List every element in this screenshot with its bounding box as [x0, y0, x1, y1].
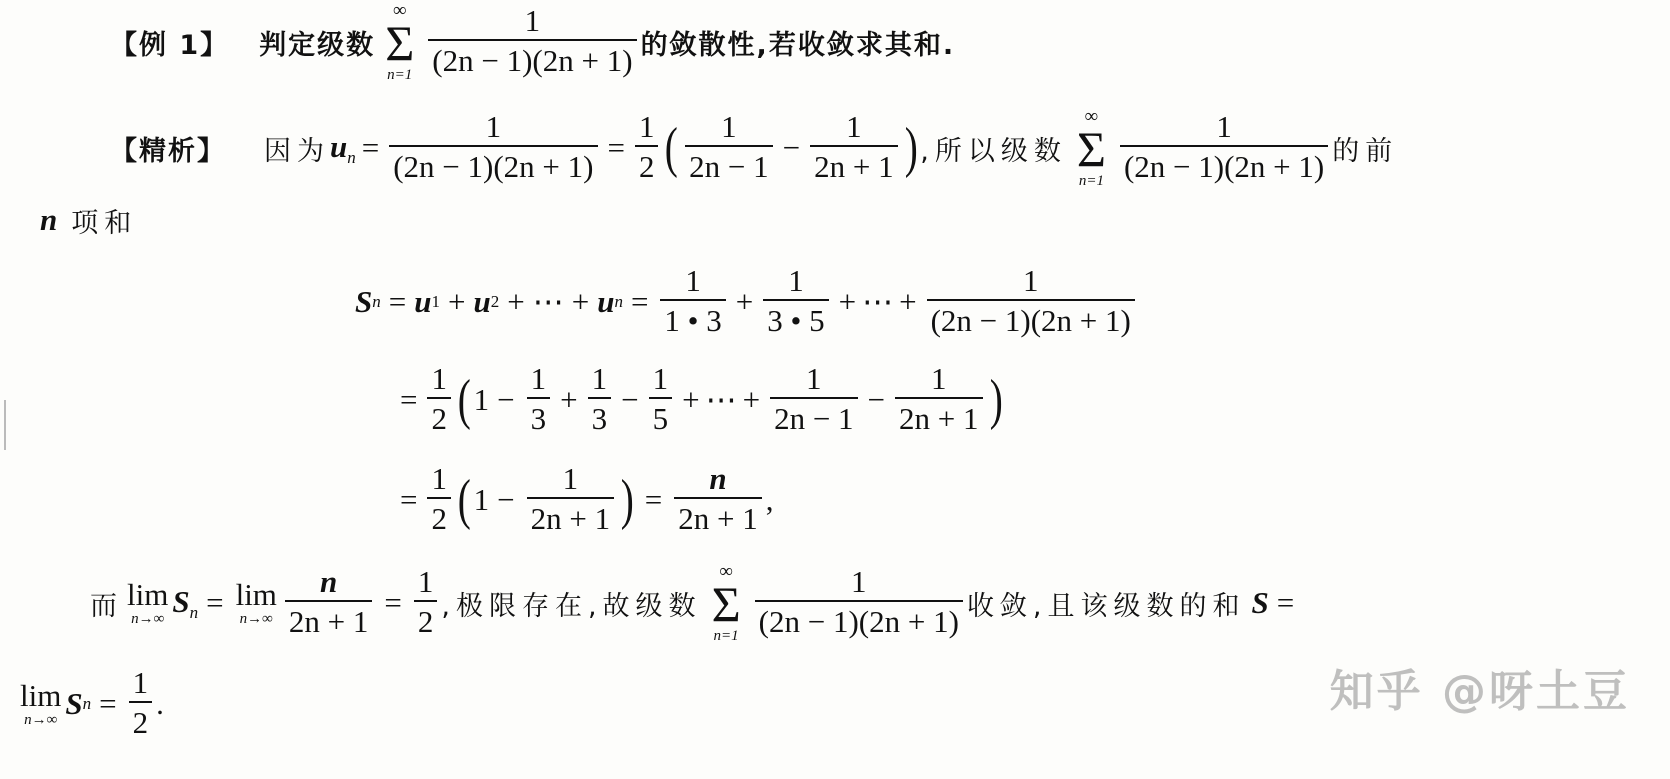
half-fraction: $\frac{1}{2}$: [635, 111, 659, 185]
term-2n-plus-1: $\frac{1}{2n + 1}$: [895, 363, 982, 437]
partial-sum-heading: n 项和: [40, 202, 138, 239]
scan-artifact: [4, 400, 6, 450]
example-line: [110, 2, 955, 82]
conclusion-conv: 收敛,且该级数的和: [966, 590, 1246, 622]
half-a: $\frac{1}{2}$: [427, 363, 451, 437]
term-one-fifth: $\frac{1}{5}$: [649, 363, 673, 437]
limit-operator: lim n→∞: [127, 577, 169, 627]
term-2n-plus-1-b: $\frac{1}{2n + 1}$: [527, 463, 614, 537]
series-sum-symbol-2: ∞ Σ n=1: [1076, 106, 1106, 189]
zhihu-watermark: 知乎 @呀土豆: [1329, 666, 1630, 717]
term-2n-minus-1: $\frac{1}{2n - 1}$: [770, 363, 857, 437]
series-term-fraction-3: $\frac{1}{(2n - 1)(2n + 1)}$: [755, 566, 963, 640]
analysis-line: 【精析】 因为 un = $\frac{1}{(2n - 1)(2n + 1)}$ = $\frac{1}{2}$ ( $\frac{1}{2n - 1}$ − $\frac{1}{2n + 1}$ ) ,所以级数 ∞ Σ n=1 $\frac{1}{(2n - 1)(2n + 1)}$ 的前: [110, 106, 1399, 189]
limit-value: $\frac{1}{2}$: [414, 566, 438, 640]
partial-fraction-1: $\frac{1}{2n - 1}$: [685, 111, 772, 185]
term-one-third-b: $\frac{1}{3}$: [588, 363, 612, 437]
series-term-fraction-2: $\frac{1}{(2n - 1)(2n + 1)}$: [1120, 111, 1328, 185]
conclusion-mid: ,极限存在,故级数: [441, 590, 702, 622]
series-term-fraction: $\frac{1}{(2n - 1)(2n + 1)}$: [428, 5, 636, 79]
analysis-tail: 的前: [1332, 135, 1399, 167]
final-value: $\frac{1}{2}$: [129, 667, 153, 741]
limit-operator-2: lim n→∞: [235, 577, 277, 627]
result-fraction: $\frac{n}{2n + 1}$: [674, 463, 761, 537]
half-b: $\frac{1}{2}$: [427, 463, 451, 537]
fraction-1-3x5: $\frac{1}{3 • 5}$: [763, 265, 828, 339]
partial-fraction-2: $\frac{1}{2n + 1}$: [810, 111, 897, 185]
limit-fraction: $\frac{n}{2n + 1}$: [285, 566, 372, 640]
analysis-tag: 【精析】: [110, 135, 226, 167]
example-tag: 【例 1】: [110, 29, 230, 61]
series-sum-symbol-3: ∞ Σ n=1: [711, 561, 741, 644]
term-one-third: $\frac{1}{3}$: [527, 363, 551, 437]
partial-sum-eq-3: = $\frac{1}{2}$ ( 1 − $\frac{1}{2n + 1}$ ) = $\frac{n}{2n + 1}$ ,: [400, 460, 774, 537]
example-prefix: 判定级数: [259, 29, 376, 61]
conclusion-and: 而: [90, 590, 123, 622]
limit-operator-3: lim n→∞: [20, 678, 62, 728]
analysis-so-text: ,所以级数: [920, 135, 1067, 167]
example-suffix: 的敛散性,若收敛求其和.: [640, 29, 956, 61]
conclusion-line: 而 lim n→∞ Sn = lim n→∞ $\frac{n}{2n + 1}$ = $\frac{1}{2}$ ,极限存在,故级数 ∞ Σ n=1 $\frac{1}{(2n - 1)(2n + 1)}$ 收敛,且该级数的和 S =: [90, 561, 1295, 644]
fraction-1-1x3: $\frac{1}{1 • 3}$: [660, 265, 725, 339]
un-fraction: $\frac{1}{(2n - 1)(2n + 1)}$: [389, 111, 597, 185]
series-sum-symbol: ∞ Σ n=1: [385, 0, 415, 83]
analysis-because: 因为: [264, 135, 330, 167]
analysis-cont: 项和: [71, 207, 138, 239]
final-result-line: lim n→∞ S n = $\frac{1}{2}$ .: [20, 664, 164, 741]
fraction-general-term: $\frac{1}{(2n - 1)(2n + 1)}$: [927, 265, 1135, 339]
partial-sum-eq-2: = $\frac{1}{2}$ ( 1 − $\frac{1}{3}$ + $\frac{1}{3}$ − $\frac{1}{5}$ + ⋯ + $\frac{1}{2n - 1}$ − $\frac{1}{2n + 1}$ ): [400, 360, 1003, 437]
partial-sum-eq-1: S n = u 1 + u 2 + ⋯ + u n = $\frac{1}{1 • 3}$ + $\frac{1}{3 • 5}$ + ⋯ + $\frac{1}{(2n - 1)(2n + 1)}$: [355, 262, 1139, 342]
